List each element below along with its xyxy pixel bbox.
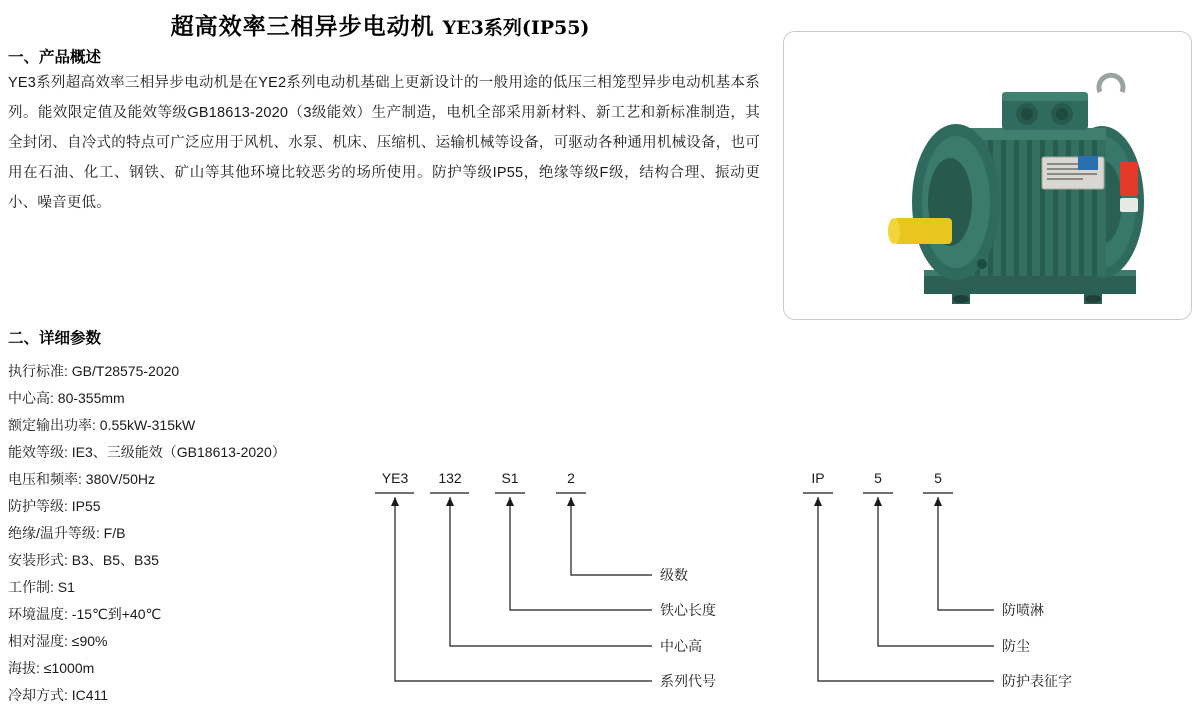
spec-item: 安装形式: B3、B5、B35 — [8, 552, 159, 568]
designation-token-core-length: S1 — [501, 470, 519, 486]
designation-token-poles: 2 — [567, 470, 575, 486]
designation-label-dust: 防尘 — [1002, 638, 1030, 654]
designation-token-dust: 5 — [874, 470, 882, 486]
designation-leader-lines — [360, 468, 1200, 711]
designation-token-series: YE3 — [381, 470, 409, 486]
page-title — [0, 8, 760, 41]
designation-label-poles: 级数 — [660, 567, 688, 583]
page-title-sub: YE3系列(IP55) — [442, 17, 590, 39]
designation-token-water: 5 — [934, 470, 942, 486]
spec-item: 防护等级: IP55 — [8, 498, 101, 514]
overview-paragraph: YE3系列超高效率三相异步电动机是在YE2系列电动机基础上更新设计的一般用途的低压三相笼型异步电动机基本系列。能效限定值及能效等级GB18613-2020（3级能效）生产制造，电机全部采用新材料、新工艺和新标准制造，其全封闭、自冷式的特点可广泛应用于风机、水泵、机床、压缩机、运输机械等设备，可驱动各种通用机械设备，也可用在石油、化工、钢铁、矿山等其他环境比较恶劣的场所使用。防护等级IP55，绝缘等级F级，结构合理、振动更小、噪音更低。 — [8, 75, 760, 211]
page-title-main: 超高效率三相异步电动机 — [170, 14, 435, 40]
spec-item: 冷却方式: IC411 — [8, 687, 109, 703]
specification-list — [8, 358, 368, 709]
spec-item: 绝缘/温升等级: F/B — [8, 525, 126, 541]
section-heading-overview: 一、产品概述 — [8, 49, 102, 66]
spec-item: 额定输出功率: 0.55kW-315kW — [8, 417, 196, 433]
spec-item: 电压和频率: 380V/50Hz — [8, 471, 156, 487]
spec-item: 工作制: S1 — [8, 579, 75, 595]
motor-illustration — [784, 32, 1191, 319]
designation-label-ip: 防护表征字 — [1002, 673, 1072, 689]
designation-label-frame-size: 中心高 — [660, 638, 702, 654]
product-photo — [783, 31, 1192, 320]
spec-item: 中心高: 80-355mm — [8, 390, 125, 406]
designation-label-series: 系列代号 — [660, 673, 716, 689]
designation-label-core-length: 铁心长度 — [660, 602, 716, 618]
designation-label-water: 防喷淋 — [1002, 602, 1044, 618]
spec-item: 相对湿度: ≤90% — [8, 633, 108, 649]
spec-item: 能效等级: IE3、三级能效（GB18613-2020） — [8, 444, 286, 460]
designation-token-frame-size: 132 — [438, 470, 462, 486]
section-heading-parameters: 二、详细参数 — [8, 330, 102, 347]
spec-item: 海拔: ≤1000m — [8, 660, 95, 676]
spec-item: 环境温度: -15℃到+40℃ — [8, 606, 162, 622]
model-designation-diagram — [360, 468, 1200, 711]
spec-item: 执行标准: GB/T28575-2020 — [8, 363, 180, 379]
designation-token-ip: IP — [811, 470, 825, 486]
